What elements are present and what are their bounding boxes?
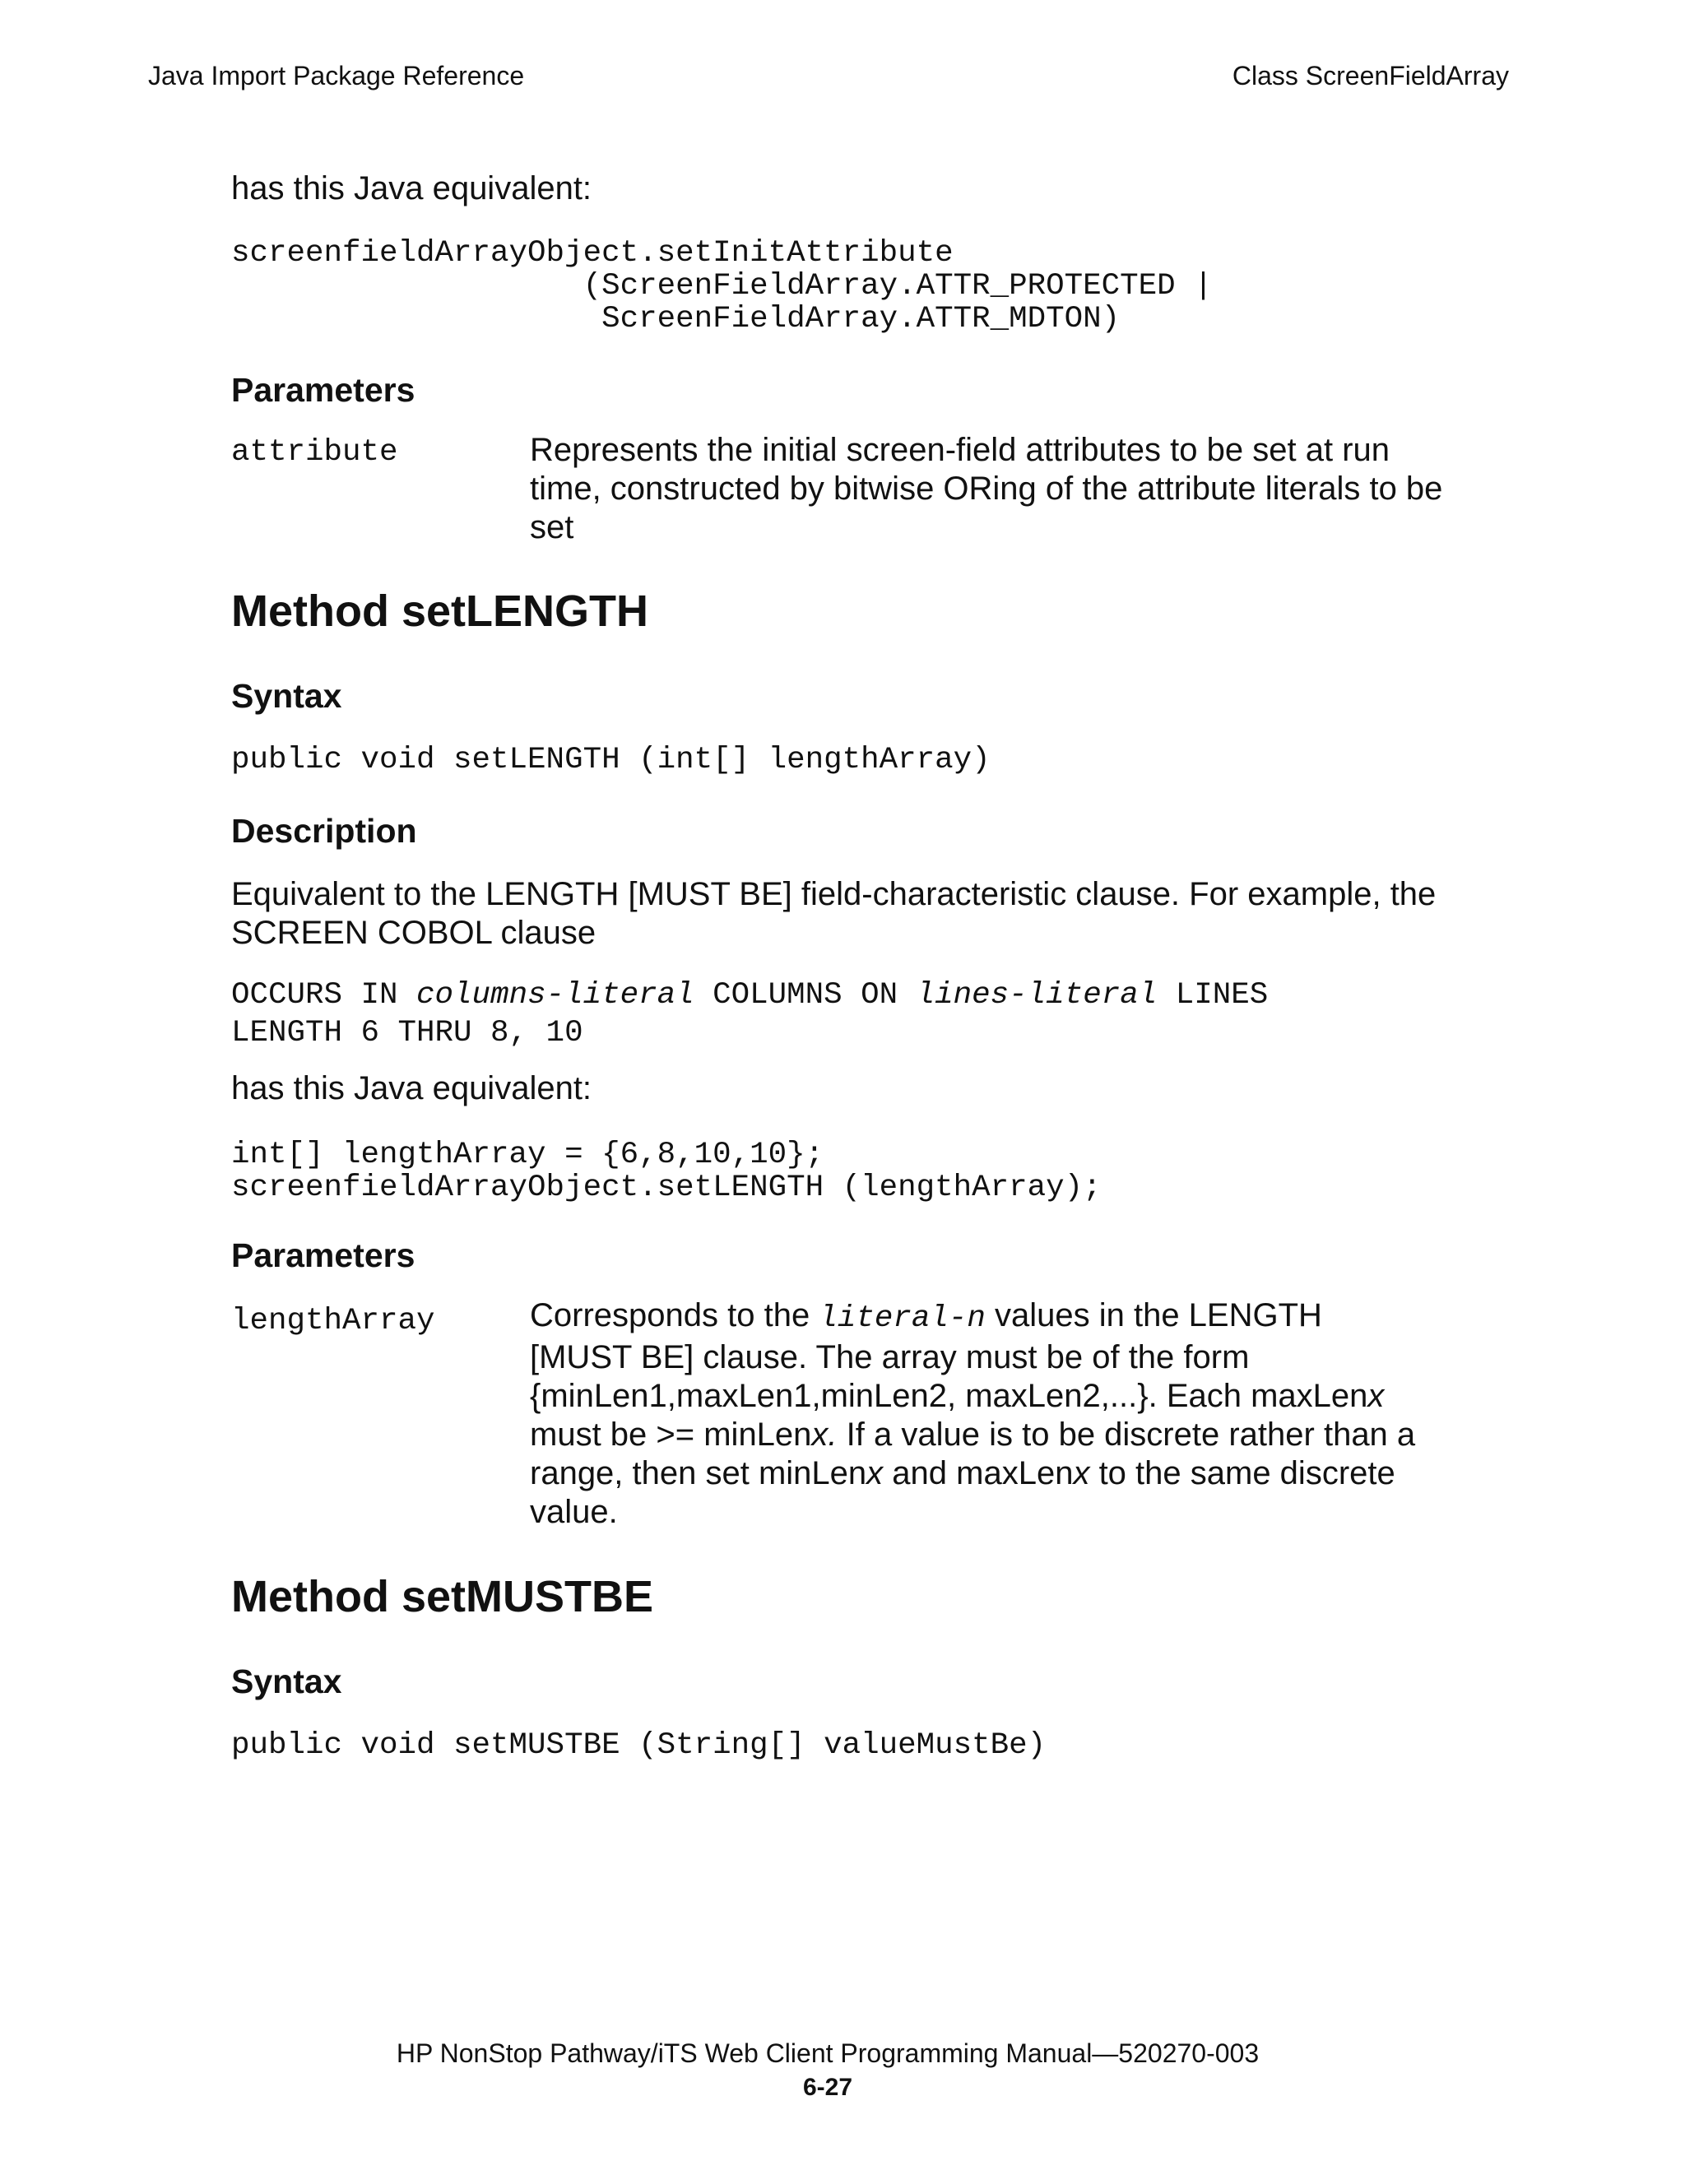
code-line: screenfieldArrayObject.setInitAttribute [231, 236, 954, 271]
method-title-setlength: Method setLENGTH [231, 587, 648, 636]
param-desc-line: Represents the initial screen-field attributes to be set at run [530, 432, 1390, 468]
footer-manual-title: HP NonStop Pathway/iTS Web Client Programming Manual—520270-003 [396, 2038, 1260, 2068]
method-title-setmustbe: Method setMUSTBE [231, 1572, 653, 1621]
parameters-heading: Parameters [231, 371, 415, 409]
param-desc-line: range, then set minLenx and maxLenx to the same discrete [530, 1455, 1395, 1491]
param-name-attribute: attribute [231, 435, 398, 470]
syntax-code-setmustbe: public void setMUSTBE (String[] valueMustBe) [231, 1728, 1047, 1763]
running-header-right: Class ScreenFieldArray [1232, 61, 1509, 90]
code-line: LENGTH 6 THRU 8, 10 [231, 1016, 583, 1050]
param-desc-line: value. [530, 1494, 618, 1530]
param-desc-lengtharray [530, 1296, 1468, 1532]
syntax-heading: Syntax [231, 1662, 342, 1700]
code-line: ScreenFieldArray.ATTR_MDTON) [231, 302, 1121, 336]
parameters-heading: Parameters [231, 1236, 415, 1274]
code-block-java-setlength [231, 1138, 1102, 1204]
java-equivalent-intro: has this Java equivalent: [231, 1070, 592, 1106]
param-desc-line: [MUST BE] clause. The array must be of the form [530, 1339, 1250, 1375]
code-line: (ScreenFieldArray.ATTR_PROTECTED | [231, 269, 1213, 304]
param-desc-line: {minLen1,maxLen1,minLen2, maxLen2,...}. Each maxLenx [530, 1378, 1385, 1414]
code-line: int[] lengthArray = {6,8,10,10}; [231, 1138, 824, 1172]
syntax-heading: Syntax [231, 677, 342, 715]
description-line: Equivalent to the LENGTH [MUST BE] field-characteristic clause. For example, the [231, 876, 1437, 912]
param-desc-line: set [530, 509, 574, 545]
param-name-lengtharray: lengthArray [231, 1304, 435, 1338]
param-desc-line: time, constructed by bitwise ORing of the attribute literals to be [530, 471, 1443, 507]
param-desc-attribute [530, 431, 1468, 547]
syntax-code-setlength: public void setLENGTH (int[] lengthArray) [231, 743, 991, 777]
running-header-left: Java Import Package Reference [148, 61, 525, 90]
description-heading: Description [231, 812, 417, 850]
code-block-init-attribute [231, 237, 1213, 336]
code-line: OCCURS IN columns-literal COLUMNS ON lines-literal LINES [231, 978, 1269, 1013]
footer-page-number: 6-27 [802, 2074, 853, 2101]
java-equivalent-intro: has this Java equivalent: [231, 170, 592, 206]
code-block-cobol [231, 979, 1268, 1050]
code-line: screenfieldArrayObject.setLENGTH (lengthArray); [231, 1171, 1102, 1205]
param-desc-line: Corresponds to the literal-n values in the LENGTH [530, 1297, 1322, 1336]
description-text [231, 875, 1490, 953]
param-desc-line: must be >= minLenx. If a value is to be discrete rather than a [530, 1417, 1416, 1453]
description-line: SCREEN COBOL clause [231, 915, 596, 951]
